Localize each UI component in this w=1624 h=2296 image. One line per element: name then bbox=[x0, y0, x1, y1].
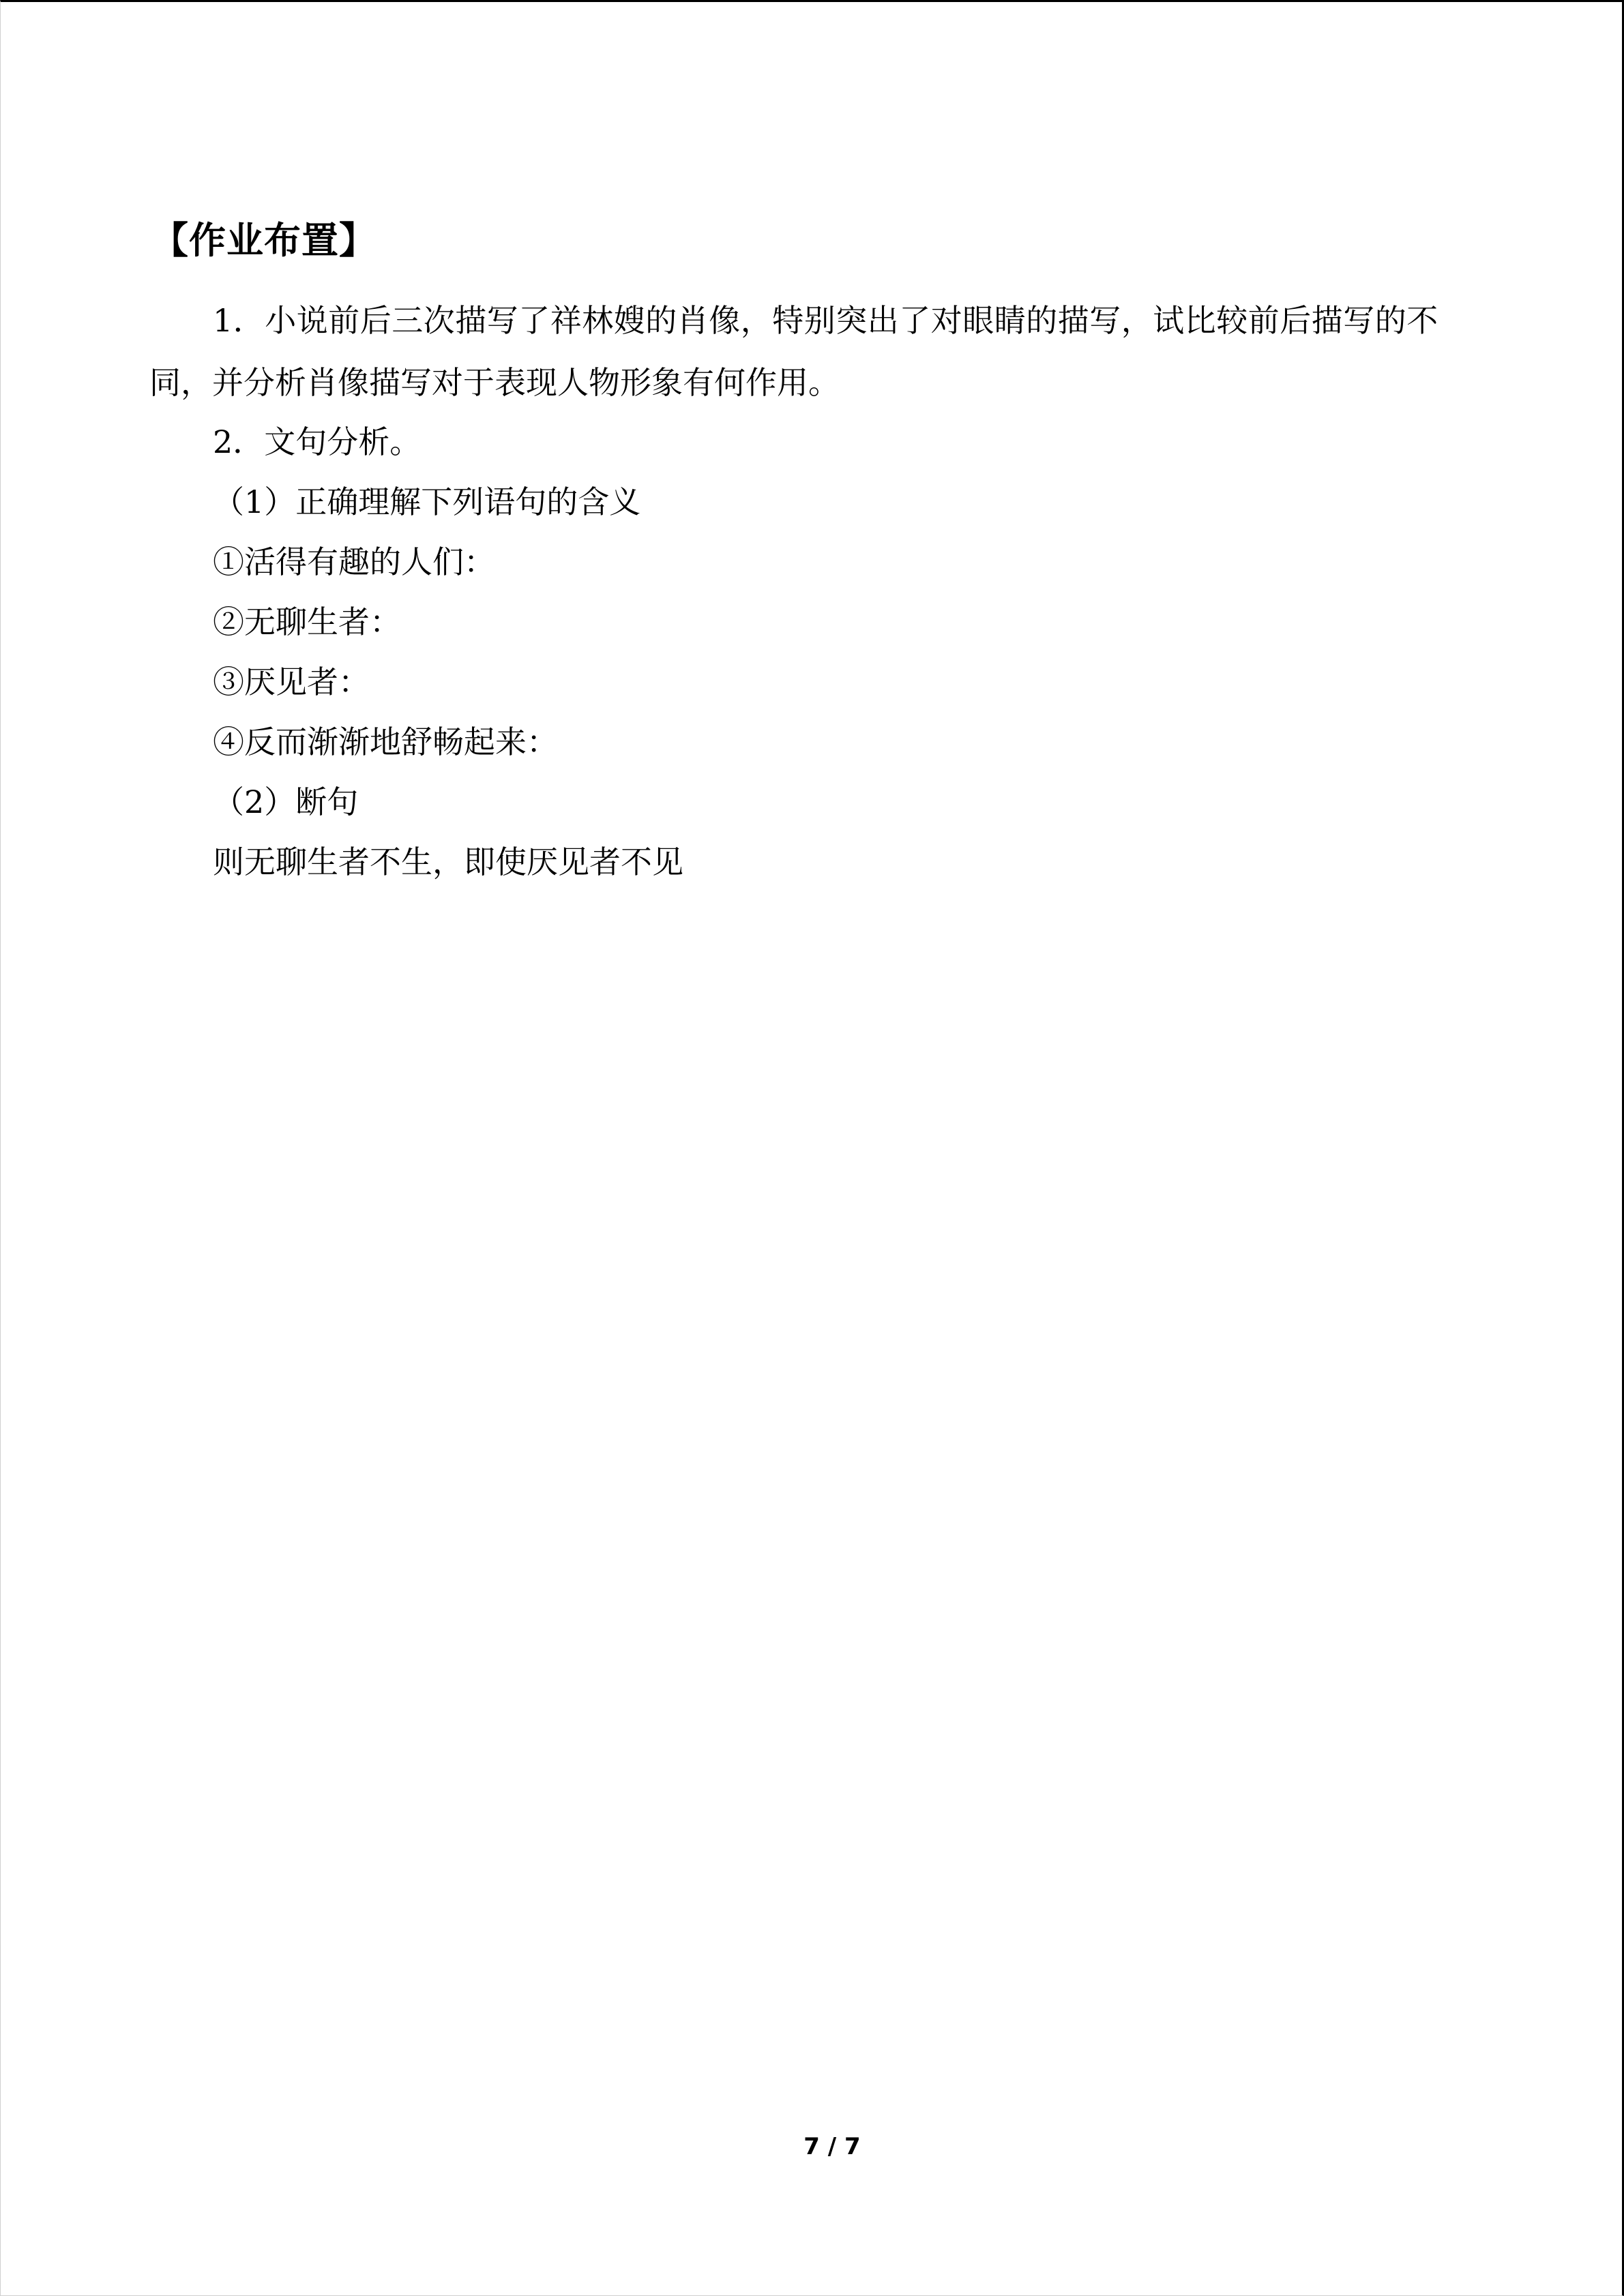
question-2-title: 2．文句分析。 bbox=[213, 423, 422, 460]
question-2-part-2-label: （2）断句 bbox=[213, 784, 359, 820]
sentence-to-punctuate: 则无聊生者不生，即使厌见者不见 bbox=[213, 844, 683, 880]
phrase-item: ①活得有趣的人们： bbox=[213, 543, 495, 580]
question-1-line-2: 同，并分析肖像描写对于表现人物形象有何作用。 bbox=[149, 364, 840, 401]
section-heading: 【作业布置】 bbox=[151, 218, 377, 262]
question-2-part-1-label: （1）正确理解下列语句的含义 bbox=[213, 483, 641, 520]
question-1-line-1: 1．小说前后三次描写了祥林嫂的肖像，特别突出了对眼睛的描写，试比较前后描写的不 bbox=[213, 302, 1438, 339]
phrase-item: ④反而渐渐地舒畅起来： bbox=[213, 724, 558, 760]
phrase-item: ③厌见者： bbox=[213, 664, 370, 700]
page-number: 7 / 7 bbox=[803, 2133, 861, 2160]
phrase-item: ②无聊生者： bbox=[213, 603, 401, 640]
